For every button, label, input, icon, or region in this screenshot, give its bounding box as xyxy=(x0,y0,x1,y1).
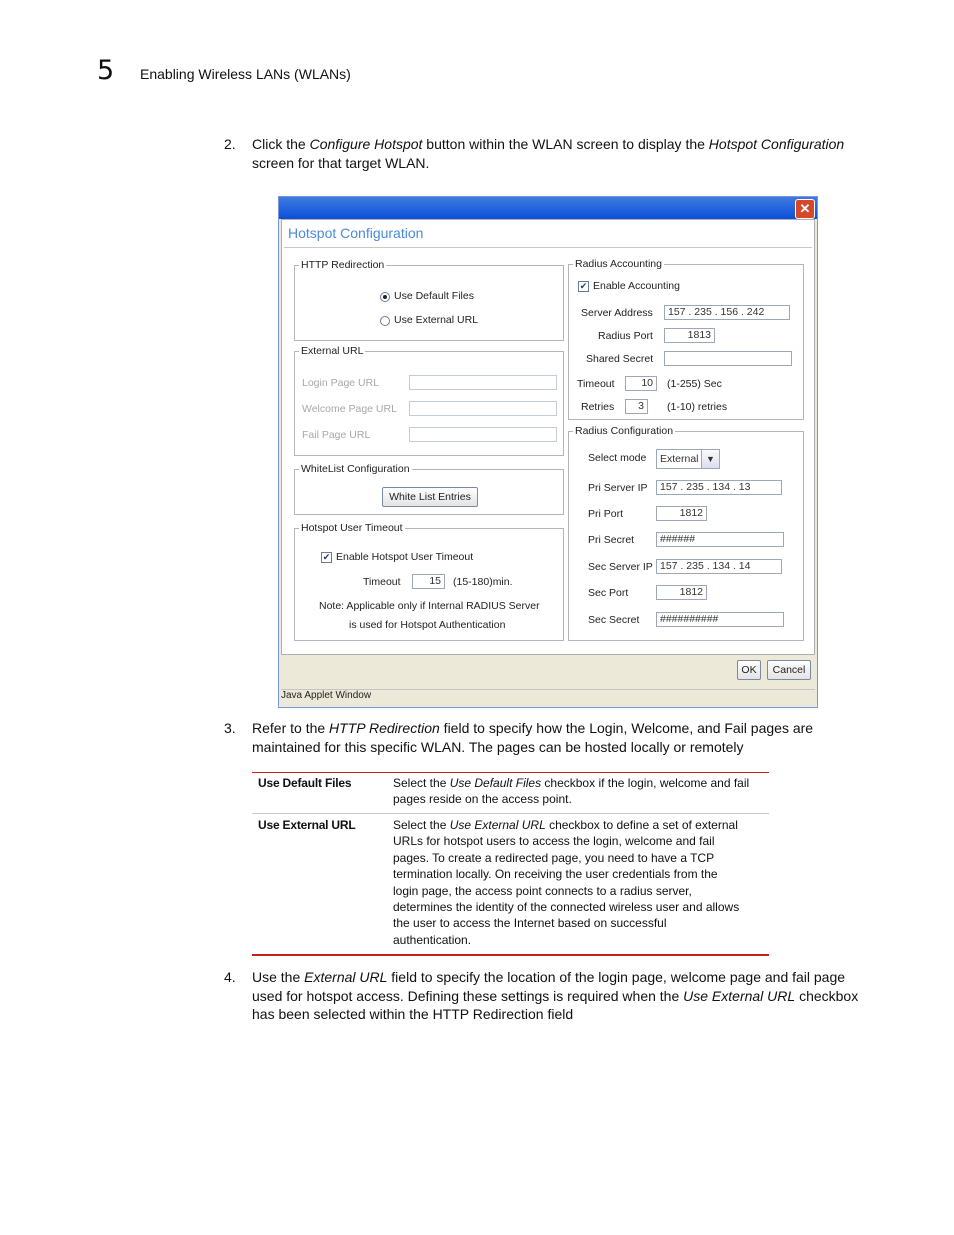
sec-port-input[interactable]: 1812 xyxy=(656,585,707,600)
pri-port-input[interactable]: 1812 xyxy=(656,506,707,521)
sec-secret-label: Sec Secret xyxy=(588,614,640,626)
retries-range: (1-10) retries xyxy=(667,401,728,413)
table-top-rule xyxy=(252,772,769,773)
sec-port-label: Sec Port xyxy=(588,587,629,599)
chapter-title: Enabling Wireless LANs (WLANs) xyxy=(140,66,351,82)
table-row-divider xyxy=(252,813,769,814)
select-mode-label: Select mode xyxy=(588,452,647,464)
server-address-input[interactable]: 157 . 235 . 156 . 242 xyxy=(664,305,790,320)
select-mode-value: External xyxy=(660,453,699,465)
pri-server-ip-label: Pri Server IP xyxy=(588,482,648,494)
enable-accounting-checkbox[interactable]: ✔ xyxy=(579,281,588,291)
enable-hotspot-user-timeout-checkbox[interactable]: ✔ xyxy=(322,552,331,562)
server-address-label: Server Address xyxy=(581,307,653,319)
checkbox-label: Enable Accounting xyxy=(593,280,680,292)
external-url-group xyxy=(294,345,564,456)
pri-secret-label: Pri Secret xyxy=(588,534,635,546)
checkbox-label: Enable Hotspot User Timeout xyxy=(336,551,474,563)
timeout-range: (1-255) Sec xyxy=(667,378,722,390)
group-title: External URL xyxy=(301,345,364,357)
radius-configuration-group xyxy=(568,425,804,641)
dialog-title: Hotspot Configuration xyxy=(288,225,424,241)
radius-port-input[interactable]: 1813 xyxy=(664,328,715,343)
shared-secret-input[interactable] xyxy=(664,351,792,366)
timeout-label: Timeout xyxy=(577,378,615,390)
status-bar: Java Applet Window xyxy=(281,689,815,706)
step-number: 4. xyxy=(224,969,236,985)
hotspot-configuration-dialog xyxy=(278,196,818,708)
select-mode-dropdown[interactable] xyxy=(656,449,720,469)
pri-server-ip-input[interactable]: 157 . 235 . 134 . 13 xyxy=(656,480,782,495)
step-number: 2. xyxy=(224,136,236,152)
radio-label: Use Default Files xyxy=(394,290,474,302)
timeout-label: Timeout xyxy=(363,576,401,588)
table-bottom-rule xyxy=(252,954,769,956)
ok-button[interactable]: OK xyxy=(737,660,761,680)
chapter-number: 5 xyxy=(97,55,115,86)
table-description: Select the Use External URL checkbox to define a set of external URLs for hotspot users to access the login, welcome and fail pages. To create a redirected page, you need to have a TCP termination locally. On receiving the user credentials from the login page, the access point connects to a radius server, determines the identity of the connected wireless user and allows the user to access the Internet based on successful authentication. xyxy=(393,818,740,947)
timeout-input[interactable]: 10 xyxy=(625,376,657,391)
login-page-url-input[interactable] xyxy=(409,375,557,390)
retries-input[interactable]: 3 xyxy=(625,399,648,414)
dialog-footer xyxy=(281,655,815,687)
white-list-entries-button[interactable]: White List Entries xyxy=(382,487,478,507)
sec-server-ip-input[interactable]: 157 . 235 . 134 . 14 xyxy=(656,559,782,574)
whitelist-group xyxy=(294,463,564,515)
pri-port-label: Pri Port xyxy=(588,508,624,520)
step-text: Refer to the HTTP Redirection field to specify how the Login, Welcome, and Fail pages are maintained for this specific WLAN. The pages can be hosted locally or remotely xyxy=(252,720,814,755)
step-3 xyxy=(224,719,884,759)
divider xyxy=(284,247,812,248)
login-page-url-label: Login Page URL xyxy=(302,377,380,389)
radius-port-label: Radius Port xyxy=(598,330,653,342)
step-4 xyxy=(224,968,884,1028)
table-term: Use Default Files xyxy=(258,776,352,790)
close-icon[interactable]: ✕ xyxy=(795,199,815,219)
pri-secret-input[interactable]: ###### xyxy=(656,532,784,547)
note-line-1: Note: Applicable only if Internal RADIUS Server xyxy=(319,600,540,612)
step-number: 3. xyxy=(224,720,236,736)
sec-server-ip-label: Sec Server IP xyxy=(588,561,653,573)
radio-label: Use External URL xyxy=(394,314,479,326)
welcome-page-url-label: Welcome Page URL xyxy=(302,403,397,415)
group-title: WhiteList Configuration xyxy=(301,463,410,475)
group-title: Radius Accounting xyxy=(575,258,662,270)
timeout-range: (15-180)min. xyxy=(453,576,513,588)
step-2 xyxy=(224,135,884,175)
step-text: Click the Configure Hotspot button within the WLAN screen to display the Hotspot Configuration screen for that target WLAN. xyxy=(252,136,845,171)
group-title: HTTP Redirection xyxy=(301,259,385,271)
radius-accounting-group xyxy=(568,258,804,420)
fail-page-url-input[interactable] xyxy=(409,427,557,442)
use-default-files-radio[interactable] xyxy=(380,292,390,302)
note-line-2: is used for Hotspot Authentication xyxy=(349,619,506,631)
dialog-body xyxy=(281,219,815,655)
cancel-button[interactable]: Cancel xyxy=(767,660,811,680)
retries-label: Retries xyxy=(581,401,615,413)
timeout-input[interactable]: 15 xyxy=(412,574,445,589)
group-title: Radius Configuration xyxy=(575,425,674,437)
table-term: Use External URL xyxy=(258,818,356,832)
http-redirection-group xyxy=(294,259,564,341)
group-title: Hotspot User Timeout xyxy=(301,522,403,534)
step-text: Use the External URL field to specify the location of the login page, welcome page and fail page used for hotspot access. Defining these settings is required when the Use External URL checkbox has been selected within the HTTP Redirection field xyxy=(252,969,859,1022)
table-description: Select the Use Default Files checkbox if the login, welcome and fail pages reside on the access point. xyxy=(393,776,750,807)
shared-secret-label: Shared Secret xyxy=(586,353,654,365)
use-external-url-radio[interactable] xyxy=(380,316,390,326)
hotspot-user-timeout-group xyxy=(294,522,564,641)
chevron-down-icon[interactable]: ▼ xyxy=(701,450,719,468)
dialog-titlebar xyxy=(279,197,817,219)
sec-secret-input[interactable]: ########## xyxy=(656,612,784,627)
fail-page-url-label: Fail Page URL xyxy=(302,429,371,441)
welcome-page-url-input[interactable] xyxy=(409,401,557,416)
